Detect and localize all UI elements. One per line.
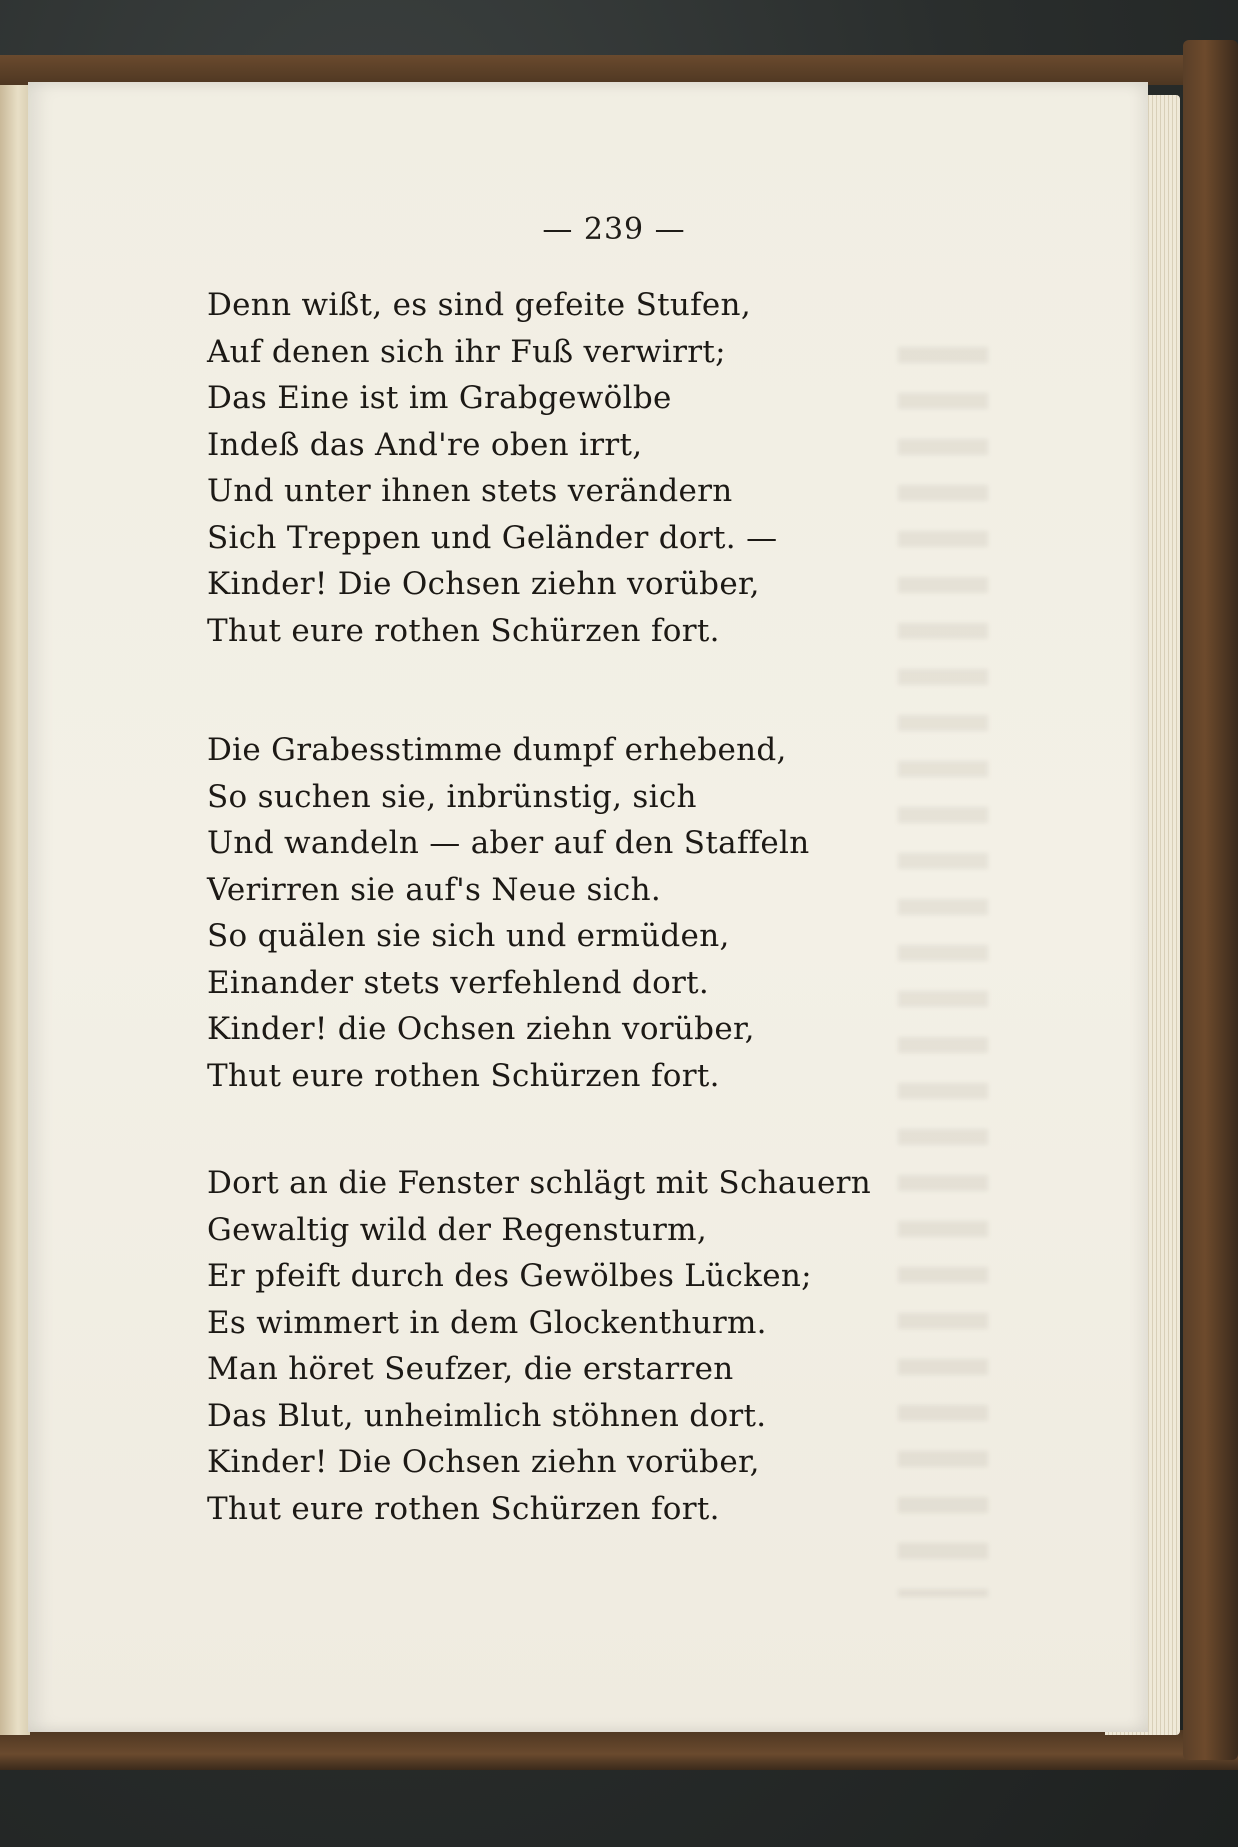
poem-line: Die Grabesstimme dumpf erhebend, — [207, 732, 787, 768]
cover-edge-top — [0, 55, 1238, 85]
poem-line: Und wandeln — aber auf den Staffeln — [207, 825, 810, 861]
poem-line: Man höret Seufzer, die erstarren — [207, 1351, 734, 1387]
reverse-page-show-through — [898, 347, 988, 1597]
page-number — [0, 212, 1238, 247]
cover-edge-right — [1183, 40, 1238, 1760]
poem-line: Dort an die Fenster schlägt mit Schauern — [207, 1165, 871, 1201]
stanza-1 — [207, 282, 777, 654]
poem-line: Das Eine ist im Grabgewölbe — [207, 380, 672, 416]
poem-refrain-line: Thut eure rothen Schürzen fort. — [207, 1057, 720, 1094]
poem-line: Er pfeift durch des Gewölbes Lücken; — [207, 1258, 812, 1294]
book-gutter — [0, 85, 30, 1735]
poem-line: Es wimmert in dem Glockenthurm. — [207, 1304, 767, 1341]
poem-line: Einander stets verfehlend dort. — [207, 964, 710, 1001]
poem-line: Und unter ihnen stets verändern — [207, 473, 733, 509]
page-number-text: — 239 — — [542, 212, 686, 247]
stanza-2 — [207, 727, 810, 1099]
poem-refrain-line: Thut eure rothen Schürzen fort. — [207, 1490, 720, 1527]
poem-line: Indeß das And're oben irrt, — [207, 426, 643, 463]
poem-refrain-line: Thut eure rothen Schürzen fort. — [207, 612, 720, 649]
poem-refrain-line: Kinder! Die Ochsen ziehn vorüber, — [207, 566, 760, 602]
poem-line: Sich Treppen und Geländer dort. — — [207, 519, 778, 556]
poem-refrain-line: Kinder! Die Ochsen ziehn vorüber, — [207, 1444, 760, 1480]
poem-line: Denn wißt, es sind gefeite Stufen, — [207, 287, 751, 323]
stanza-3 — [207, 1160, 871, 1532]
cover-edge-bottom — [0, 1730, 1238, 1770]
poem-line: Das Blut, unheimlich stöhnen dort. — [207, 1397, 767, 1434]
poem-line: So suchen sie, inbrünstig, sich — [207, 778, 697, 815]
poem-line: Auf denen sich ihr Fuß verwirrt; — [207, 333, 726, 370]
poem-refrain-line: Kinder! die Ochsen ziehn vorüber, — [207, 1011, 755, 1047]
poem-line: Verirren sie auf's Neue sich. — [207, 871, 661, 908]
poem-line: Gewaltig wild der Regensturm, — [207, 1211, 707, 1248]
poem-line: So quälen sie sich und ermüden, — [207, 918, 730, 954]
